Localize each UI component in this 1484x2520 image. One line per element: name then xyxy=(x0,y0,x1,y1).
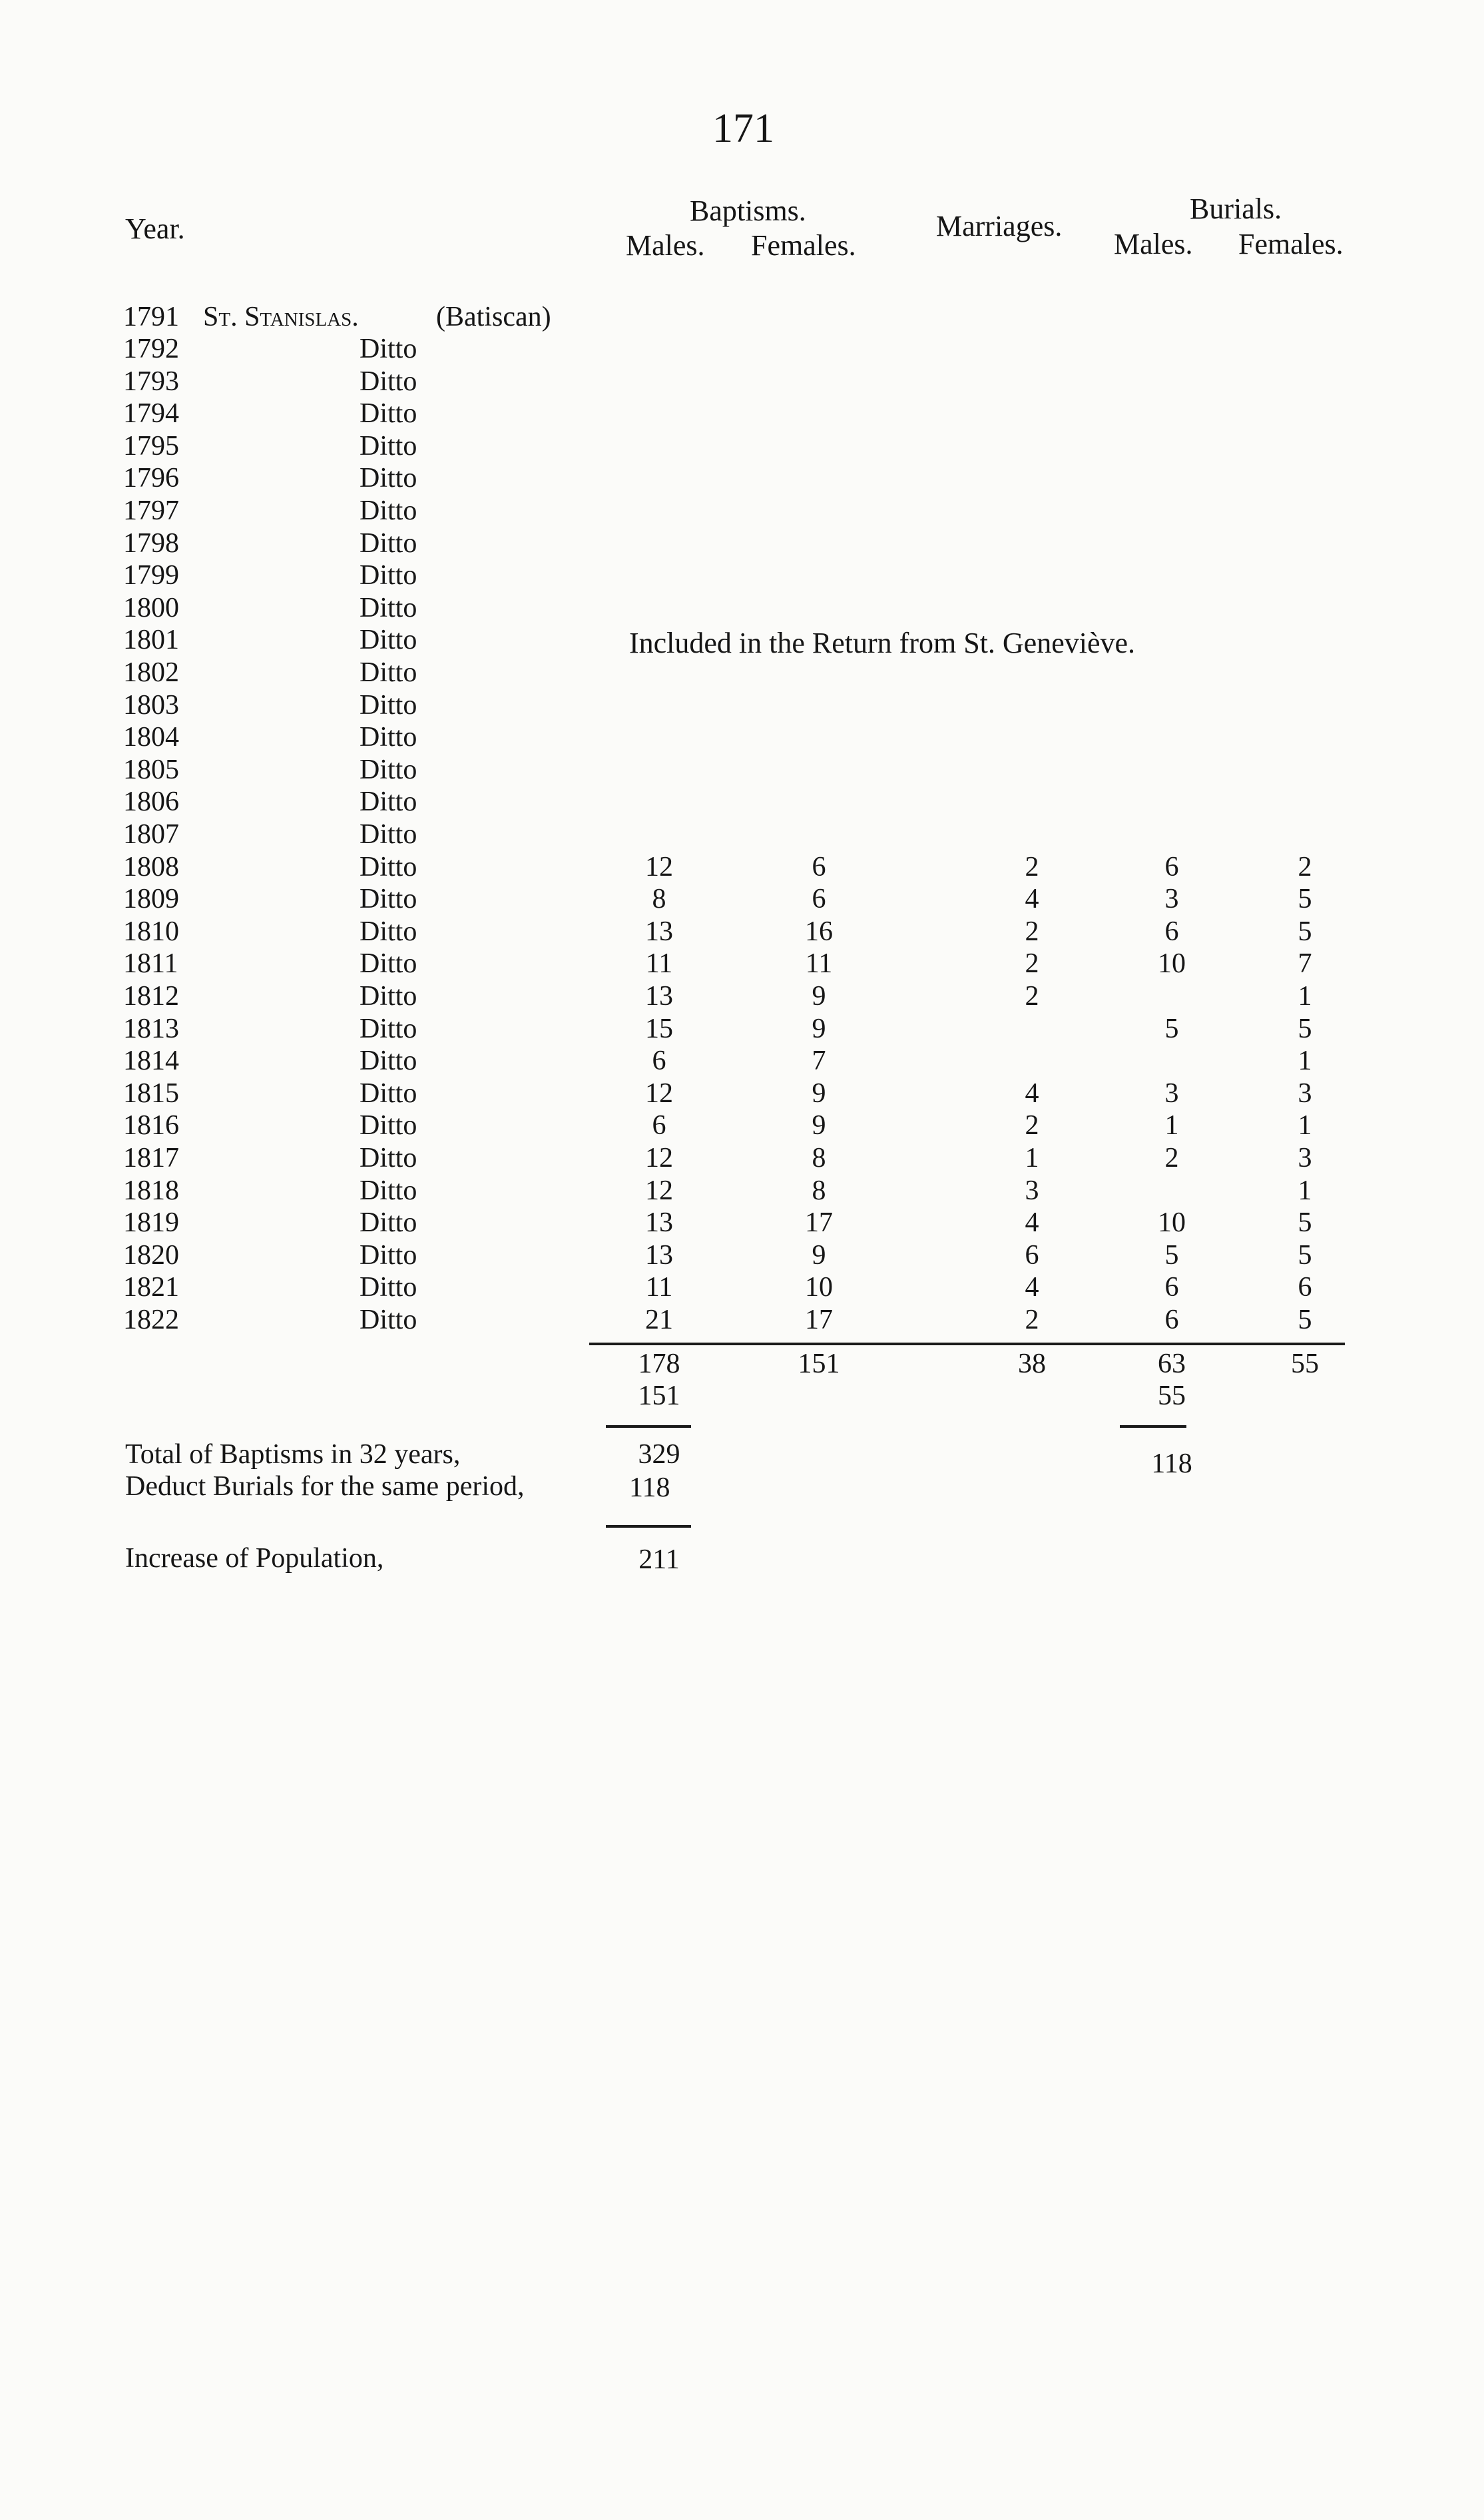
year-cell: 1798 xyxy=(123,527,179,559)
total-marriages: 38 xyxy=(1018,1349,1046,1379)
year-cell: 1805 xyxy=(123,754,179,785)
burials-females-cell: 6 xyxy=(1298,1272,1312,1303)
table-row xyxy=(0,657,1484,689)
burials-males-cell: 3 xyxy=(1164,884,1179,915)
ditto-cell: Ditto xyxy=(360,754,417,785)
burials-females-cell: 1 xyxy=(1298,1110,1312,1141)
year-cell: 1817 xyxy=(123,1143,179,1173)
ditto-cell: Ditto xyxy=(360,1175,417,1206)
marriages-cell: 2 xyxy=(1025,1110,1039,1141)
ditto-cell: Ditto xyxy=(360,787,417,818)
year-cell: 1812 xyxy=(123,981,179,1012)
table-row xyxy=(0,980,1484,1012)
burials-females-cell: 5 xyxy=(1298,1207,1312,1239)
baptisms-males-cell: 12 xyxy=(645,1175,673,1206)
deduct-value: 118 xyxy=(629,1472,670,1503)
table-row xyxy=(0,883,1484,915)
table-row xyxy=(0,754,1484,786)
year-cell: 1799 xyxy=(123,560,179,591)
burials-females-header: Females. xyxy=(1238,228,1344,260)
year-cell: 1807 xyxy=(123,819,179,850)
burials-males-cell: 3 xyxy=(1164,1078,1179,1109)
total-burials-males: 63 xyxy=(1158,1349,1186,1379)
baptisms-males-cell: 11 xyxy=(645,948,673,980)
table-row xyxy=(0,1045,1484,1077)
marriages-cell: 1 xyxy=(1025,1143,1039,1173)
ditto-cell: Ditto xyxy=(360,1239,417,1271)
table-row xyxy=(0,1304,1484,1336)
burials-females-cell: 5 xyxy=(1298,916,1312,947)
baptisms-females-cell: 6 xyxy=(812,851,826,882)
baptisms-females-cell: 7 xyxy=(812,1046,826,1077)
marriages-cell: 2 xyxy=(1025,981,1039,1012)
table-row xyxy=(0,948,1484,980)
burials-females-cell: 1 xyxy=(1298,1175,1312,1206)
ditto-cell: Ditto xyxy=(360,560,417,591)
baptisms-sum-rule xyxy=(606,1425,691,1428)
baptisms-header: Baptisms. xyxy=(690,194,806,227)
ditto-cell: Ditto xyxy=(360,722,417,753)
year-cell: 1796 xyxy=(123,463,179,494)
baptisms-females-cell: 9 xyxy=(812,1239,826,1271)
year-cell: 1792 xyxy=(123,334,179,364)
ditto-cell: Ditto xyxy=(360,592,417,623)
baptisms-males-cell: 13 xyxy=(645,1207,673,1239)
table-row xyxy=(0,462,1484,494)
baptisms-females-cell: 17 xyxy=(805,1305,833,1335)
year-cell: 1804 xyxy=(123,722,179,753)
table-row xyxy=(0,818,1484,850)
baptisms-males-cell: 11 xyxy=(645,1272,673,1303)
totals-rule xyxy=(589,1343,1345,1345)
table-row xyxy=(0,430,1484,462)
burials-males-cell: 1 xyxy=(1164,1110,1179,1141)
burials-males-cell: 10 xyxy=(1158,1207,1186,1239)
table-row xyxy=(0,1207,1484,1239)
page-number: 171 xyxy=(712,106,774,151)
year-cell: 1821 xyxy=(123,1272,179,1303)
baptisms-females-cell: 11 xyxy=(805,948,833,980)
table-row-first xyxy=(0,301,1484,333)
marriages-cell: 4 xyxy=(1025,1272,1039,1303)
baptisms-females-cell: 16 xyxy=(805,916,833,947)
year-cell: 1808 xyxy=(123,851,179,882)
baptisms-females-cell: 9 xyxy=(812,981,826,1012)
baptisms-males-cell: 12 xyxy=(645,1143,673,1173)
year-cell: 1803 xyxy=(123,689,179,721)
table-row xyxy=(0,786,1484,818)
burials-females-cell: 1 xyxy=(1298,981,1312,1012)
burials-females-cell: 2 xyxy=(1298,851,1312,882)
ditto-cell: Ditto xyxy=(360,1110,417,1141)
year-cell: 1809 xyxy=(123,884,179,915)
marriages-header: Marriages. xyxy=(936,210,1063,242)
increase-value: 211 xyxy=(638,1544,680,1575)
table-row xyxy=(0,559,1484,591)
ditto-cell: Ditto xyxy=(360,1143,417,1173)
included-note: Included in the Return from St. Geneviève. xyxy=(629,627,1136,659)
baptisms-males-cell: 6 xyxy=(652,1046,666,1077)
burials-males-cell: 5 xyxy=(1164,1239,1179,1271)
year-cell: 1810 xyxy=(123,916,179,947)
increase-label: Increase of Population, xyxy=(125,1543,384,1574)
ditto-cell: Ditto xyxy=(360,495,417,526)
burials-header: Burials. xyxy=(1190,192,1282,225)
ditto-cell: Ditto xyxy=(360,430,417,462)
year-cell: 1800 xyxy=(123,592,179,623)
increase-rule xyxy=(606,1525,691,1528)
ditto-cell: Ditto xyxy=(360,1272,417,1303)
year-cell: 1797 xyxy=(123,495,179,526)
ditto-cell: Ditto xyxy=(360,1046,417,1077)
table-row xyxy=(0,851,1484,883)
burials-males-cell: 2 xyxy=(1164,1143,1179,1173)
table-row xyxy=(0,721,1484,753)
year-cell: 1822 xyxy=(123,1305,179,1335)
ditto-cell: Ditto xyxy=(360,948,417,980)
year-cell: 1806 xyxy=(123,787,179,818)
year-cell: 1801 xyxy=(123,625,179,656)
table-row xyxy=(0,689,1484,721)
burials-males-cell: 5 xyxy=(1164,1013,1179,1044)
year-cell: 1793 xyxy=(123,366,179,397)
baptisms-males-cell: 8 xyxy=(652,884,666,915)
burials-females-cell: 5 xyxy=(1298,1305,1312,1335)
marriages-cell: 3 xyxy=(1025,1175,1039,1206)
baptisms-males-header: Males. xyxy=(626,229,705,262)
table-row xyxy=(0,495,1484,527)
year-cell: 1794 xyxy=(123,398,179,430)
burials-females-cell: 1 xyxy=(1298,1046,1312,1077)
table-row xyxy=(0,366,1484,398)
ditto-cell: Ditto xyxy=(360,334,417,364)
burials-males-cell: 6 xyxy=(1164,1305,1179,1335)
year-cell: 1791 xyxy=(123,302,179,332)
total-burials-females: 55 xyxy=(1291,1349,1319,1379)
baptisms-females-cell: 9 xyxy=(812,1078,826,1109)
burials-males-cell: 6 xyxy=(1164,1272,1179,1303)
table-row xyxy=(0,1109,1484,1141)
year-cell: 1814 xyxy=(123,1046,179,1077)
baptisms-males-cell: 21 xyxy=(645,1305,673,1335)
burials-females-cell: 3 xyxy=(1298,1078,1312,1109)
year-cell: 1811 xyxy=(123,948,178,980)
baptisms-females-cell: 9 xyxy=(812,1013,826,1044)
burials-females-cell: 5 xyxy=(1298,1013,1312,1044)
table-row xyxy=(0,1078,1484,1109)
year-header: Year. xyxy=(125,212,185,245)
ditto-cell: Ditto xyxy=(360,1013,417,1044)
total-baptisms-females: 151 xyxy=(798,1349,840,1379)
total-baptisms-label: Total of Baptisms in 32 years, xyxy=(125,1439,461,1470)
table-row xyxy=(0,592,1484,624)
table-row xyxy=(0,527,1484,559)
burials-males-cell: 10 xyxy=(1158,948,1186,980)
marriages-cell: 4 xyxy=(1025,1078,1039,1109)
burials-sum-rule xyxy=(1120,1425,1186,1428)
year-cell: 1815 xyxy=(123,1078,179,1109)
carried-burials-females: 55 xyxy=(1158,1381,1186,1411)
deduct-label: Deduct Burials for the same period, xyxy=(125,1471,525,1502)
baptisms-males-cell: 13 xyxy=(645,1239,673,1271)
baptisms-females-cell: 6 xyxy=(812,884,826,915)
ditto-cell: Ditto xyxy=(360,657,417,688)
ditto-cell: Ditto xyxy=(360,625,417,656)
year-cell: 1816 xyxy=(123,1110,179,1141)
ditto-cell: Ditto xyxy=(360,398,417,430)
ditto-cell: Ditto xyxy=(360,819,417,850)
ditto-cell: Ditto xyxy=(360,981,417,1012)
marriages-cell: 2 xyxy=(1025,916,1039,947)
total-baptisms-males: 178 xyxy=(638,1349,680,1379)
burials-males-header: Males. xyxy=(1114,228,1193,260)
baptisms-males-cell: 15 xyxy=(645,1013,673,1044)
table-row xyxy=(0,333,1484,365)
baptisms-females-header: Females. xyxy=(751,229,856,262)
ditto-cell: Ditto xyxy=(360,366,417,397)
baptisms-females-cell: 8 xyxy=(812,1175,826,1206)
ditto-cell: Ditto xyxy=(360,527,417,559)
ditto-cell: Ditto xyxy=(360,463,417,494)
baptisms-males-cell: 12 xyxy=(645,851,673,882)
marriages-cell: 2 xyxy=(1025,948,1039,980)
table-row xyxy=(0,916,1484,948)
year-cell: 1802 xyxy=(123,657,179,688)
baptisms-males-cell: 12 xyxy=(645,1078,673,1109)
ditto-cell: Ditto xyxy=(360,1305,417,1335)
marriages-cell: 2 xyxy=(1025,1305,1039,1335)
ditto-cell: Ditto xyxy=(360,689,417,721)
baptisms-females-cell: 9 xyxy=(812,1110,826,1141)
total-baptisms-value: 329 xyxy=(638,1439,680,1470)
burials-females-cell: 7 xyxy=(1298,948,1312,980)
marriages-cell: 6 xyxy=(1025,1239,1039,1271)
baptisms-females-cell: 17 xyxy=(805,1207,833,1239)
baptisms-females-cell: 10 xyxy=(805,1272,833,1303)
baptisms-males-cell: 6 xyxy=(652,1110,666,1141)
baptisms-males-cell: 13 xyxy=(645,916,673,947)
carried-baptisms-females: 151 xyxy=(638,1381,680,1411)
year-cell: 1819 xyxy=(123,1207,179,1239)
burials-females-cell: 3 xyxy=(1298,1143,1312,1173)
year-cell: 1813 xyxy=(123,1013,179,1044)
ditto-cell: Ditto xyxy=(360,916,417,947)
table-row xyxy=(0,1142,1484,1174)
ditto-cell: Ditto xyxy=(360,1207,417,1239)
table-row xyxy=(0,1175,1484,1207)
table-row xyxy=(0,398,1484,430)
marriages-cell: 4 xyxy=(1025,884,1039,915)
table-row xyxy=(0,1013,1484,1045)
burials-females-cell: 5 xyxy=(1298,1239,1312,1271)
total-burials-value: 118 xyxy=(1151,1448,1192,1479)
year-cell: 1820 xyxy=(123,1239,179,1271)
ditto-cell: Ditto xyxy=(360,1078,417,1109)
baptisms-males-cell: 13 xyxy=(645,981,673,1012)
marriages-cell: 4 xyxy=(1025,1207,1039,1239)
table-row xyxy=(0,1271,1484,1303)
year-cell: 1795 xyxy=(123,430,179,462)
year-cell: 1818 xyxy=(123,1175,179,1206)
parish-name: St. Stanislas. xyxy=(203,302,359,332)
burials-males-cell: 6 xyxy=(1164,851,1179,882)
ditto-cell: Ditto xyxy=(360,851,417,882)
marriages-cell: 2 xyxy=(1025,851,1039,882)
burials-females-cell: 5 xyxy=(1298,884,1312,915)
burials-males-cell: 6 xyxy=(1164,916,1179,947)
ditto-cell: Ditto xyxy=(360,884,417,915)
table-row xyxy=(0,1239,1484,1271)
baptisms-females-cell: 8 xyxy=(812,1143,826,1173)
parish-location: (Batiscan) xyxy=(436,302,551,332)
